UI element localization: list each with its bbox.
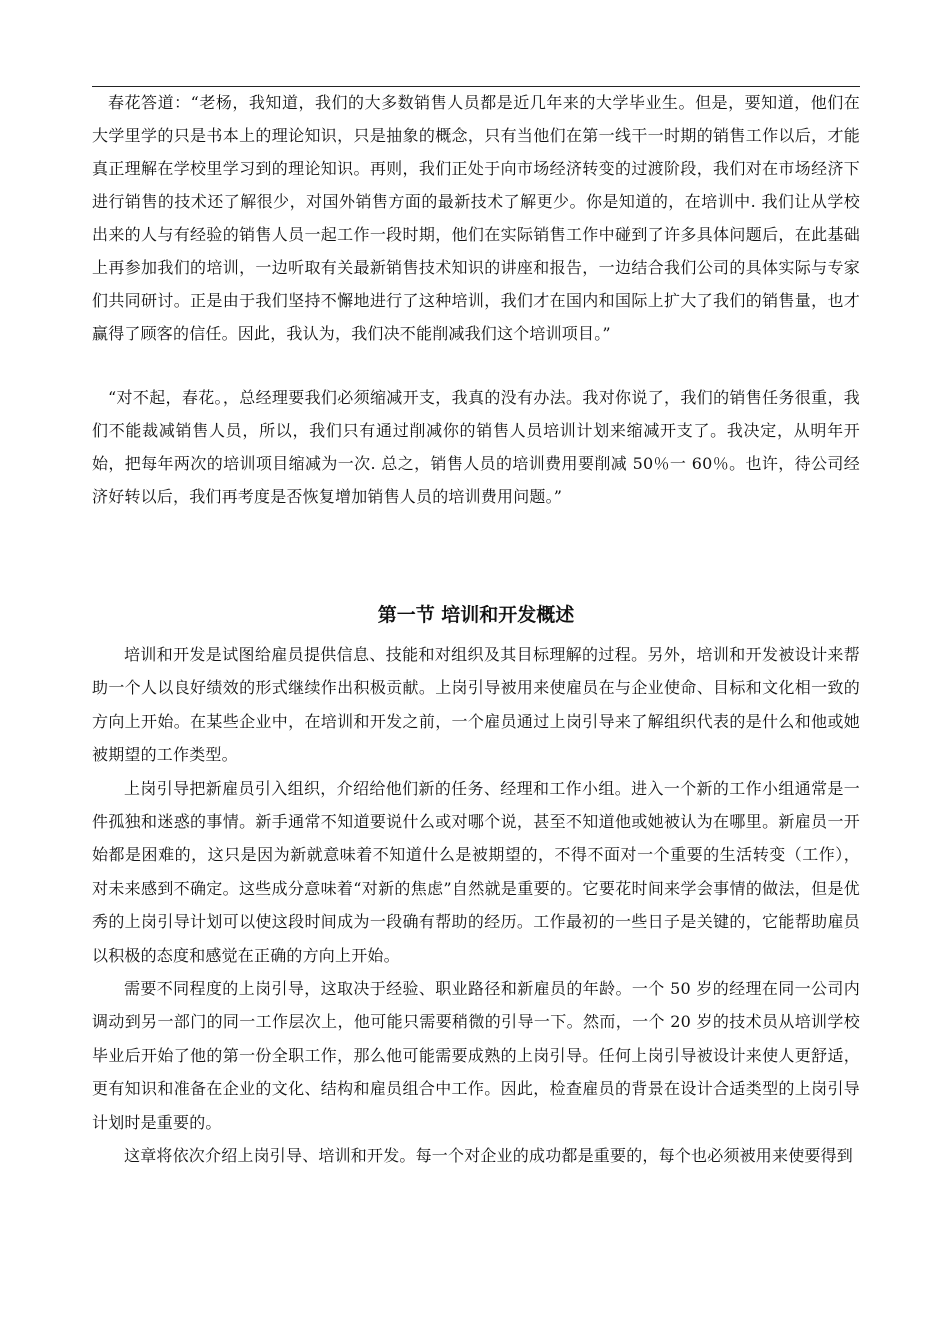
body-paragraph: 需要不同程度的上岗引导，这取决于经验、职业路径和新雇员的年龄。一个 50 岁的经理在同一公司内调动到另一部门的同一工作层次上，他可能只需要稍微的引导一下。然而，一个 20 岁的技术员从培训学校毕业后开始了他的第一份全职工作，那么他可能需要成熟的上岗引导。任何上岗引导被设计来使人更舒适，更有知识和准备在企业的文化、结构和雇员组合中工作。因此，检查雇员的背景在设计合适类型的上岗引导计划时是重要的。: [92, 979, 860, 1132]
body-paragraph: 上岗引导把新雇员引入组织，介绍给他们新的任务、经理和工作小组。进入一个新的工作小组通常是一件孤独和迷惑的事情。新手通常不知道要说什么或对哪个说，甚至不知道他或她被认为在哪里。新雇员一开始都是困难的，这只是因为新就意味着不知道什么是被期望的，不得不面对一个重要的生活转变（工作），对未来感到不确定。这些成分意味着“对新的焦虑”自然就是重要的。它要花时间来学会事情的做法，但是优秀的上岗引导计划可以使这段时间成为一段确有帮助的经历。工作最初的一些日子是关键的，它能帮助雇员以积极的态度和感觉在正确的方向上开始。: [92, 778, 860, 965]
body-paragraph: 培训和开发是试图给雇员提供信息、技能和对组织及其目标理解的过程。另外，培训和开发被设计来帮助一个人以良好绩效的形式继续作出积极贡献。上岗引导被用来使雇员在与企业使命、目标和文化相一致的方向上开始。在某些企业中，在培训和开发之前，一个雇员通过上岗引导来了解组织代表的是什么和他或她被期望的工作类型。: [92, 645, 860, 765]
dialogue-paragraph-manager: “对不起，春花。，总经理要我们必须缩减开支，我真的没有办法。我对你说了，我们的销售任务很重，我们不能裁减销售人员，所以，我们只有通过削减你的销售人员培训计划来缩减开支了。我决定，从明年开始，把每年两次的培训项目缩减为一次. 总之，销售人员的培训费用要削减 50％一 60％。也许，待公司经济好转以后，我们再考度是否恢复增加销售人员的培训费用问题。”: [92, 388, 860, 506]
dialogue-paragraph-chunhua: 春花答道：“老杨，我知道，我们的大多数销售人员都是近几年来的大学毕业生。但是，要知道，他们在大学里学的只是书本上的理论知识，只是抽象的概念，只有当他们在第一线干一时期的销售工作以后，才能真正理解在学校里学习到的理论知识。再则，我们正处于向市场经济转变的过渡阶段，我们对在市场经济下进行销售的技术还了解很少，对国外销售方面的最新技术了解更少。你是知道的，在培训中. 我们让从学校出来的人与有经验的销售人员一起工作一段时期，他们在实际销售工作中碰到了许多具体问题后，在此基础上再参加我们的培训，一边听取有关最新销售技术知识的讲座和报告，一边结合我们公司的具体实际与专家们共同研讨。正是由于我们坚持不懈地进行了这种培训，我们才在国内和国际上扩大了我们的销售量，也才赢得了顾客的信任。因此，我认为，我们决不能削减我们这个培训项目。”: [92, 93, 860, 343]
section-title: 第一节 培训和开发概述: [377, 604, 575, 626]
body-paragraph: 这章将依次介绍上岗引导、培训和开发。每一个对企业的成功都是重要的，每个也必须被用来使要得到: [124, 1146, 854, 1166]
section-body: [92, 638, 860, 1173]
